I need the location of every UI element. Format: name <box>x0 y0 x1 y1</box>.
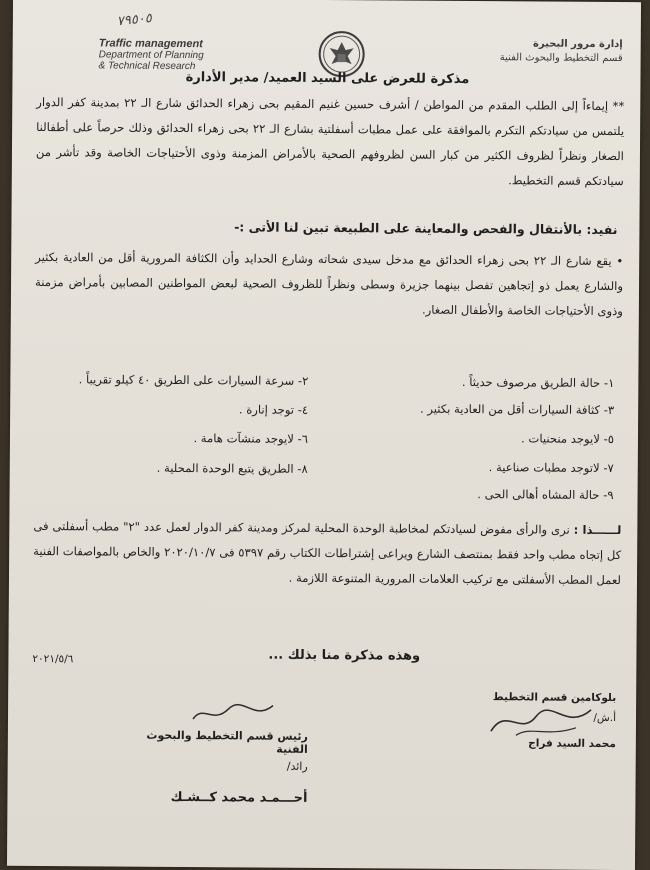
signature-right-name: محمد السيد فراج <box>528 737 616 751</box>
handwritten-number: ٧٩٥٠٥ <box>116 10 153 30</box>
recommendation-text: نرى والرأى مفوض لسيادتكم لمخاطبة الوحدة المحلية لمركز ومدينة كفر الدوار لعمل عدد "٢" مطب أسفلتى فى كل إتجاه مطب واحد فقط بمنتصف الشارع ويراعى إشتراطات الكتاب رقم ٥٣٩٧ فى ٢٠٢٠/١٠/٧ والخاص بالمواصفات الفنية لعمل المطب الأسفلتى مع تركيب العلامات المرورية المتنوعة اللازمة . <box>33 518 622 588</box>
item-3: ٣- كثافة السيارات أقل من العادية بكثير . <box>419 401 615 418</box>
signature-left-name: أحـــمـد محمد كــشـك <box>170 789 308 806</box>
item-5: ٥- لايوجد منحنيات . <box>521 431 615 447</box>
header-en-line-2: Department of Planning <box>98 49 204 62</box>
findings-paragraph <box>35 245 624 324</box>
item-9: ٩- حالة المشاه أهالى الحى . <box>477 487 614 503</box>
closing-text: وهذه مذكرة منا بذلك ... <box>268 647 421 664</box>
header-en-line-1: Traffic management <box>98 37 203 51</box>
header-english <box>99 38 204 72</box>
intro-paragraph <box>36 90 625 194</box>
signature-left-rank: رائد/ <box>286 759 308 773</box>
signature-right-icon <box>486 701 596 742</box>
header-arabic <box>500 37 623 66</box>
document-page <box>7 0 641 870</box>
item-7: ٧- لاتوجد مطبات صناعية . <box>488 460 614 476</box>
recommendation-label: لــــــذا : <box>573 522 622 538</box>
signature-right-title: بلوكامين قسم التخطيط <box>492 691 617 705</box>
findings-text: • يقع شارع الـ ٢٢ بحى زهراء الحدائق مع مدخل سيدى شحاته وشارع الحدايد وأن الكثافة المرورية أقل من العادية بكثير والشارع يعمل ذو إتجاهين تفصل بينهما جزيرة وسطى ونظراً للظروف الصحية لبعض المواطنين المصابين بأمراض مزمنة وذوى الأحتياجات الخاصة والأطفال الصغار. <box>35 249 624 319</box>
header-en-line-3: & Technical Research <box>98 60 196 73</box>
recommendation-paragraph <box>33 514 622 593</box>
item-8: ٨- الطريق يتبع الوحدة المحلية . <box>156 460 308 476</box>
signature-left-icon <box>188 699 278 730</box>
memo-title: مذكرة للعرض على السيد العميد/ مدير الأدارة <box>185 70 470 88</box>
item-4: ٤- توجد إنارة . <box>238 402 309 417</box>
findings-heading: نفيد: بالأنتقال والفحص والمعاينة على الطبيعة تبين لنا الأتى :- <box>234 219 618 238</box>
item-1: ١- حالة الطريق مرصوف حديثاً . <box>461 374 615 391</box>
signature-left-title: رئيس قسم التخطيط والبحوث الفنية <box>146 728 308 756</box>
item-2: ٢- سرعة السيارات على الطريق ٤٠ كيلو تقريباً . <box>78 372 309 388</box>
memo-date: ٢٠٢١/٥/٦ <box>32 652 74 666</box>
signature-block-left <box>127 729 308 806</box>
signature-right-rank: أ.ش/ <box>593 711 617 725</box>
intro-text: ** إيماءاً إلى الطلب المقدم من المواطن / أشرف حسين غنيم المقيم بحى زهراء الحدائق شارع الـ ٢٢ بمدينة كفر الدوار يلتمس من سيادتكم التكرم بالموافقة على عمل مطبات أسفلتية بشارع الـ ٢٢ بحى زهراء الحدائق وذلك حرصاً على أطفالنا الصغار ونظراً لظروف الكثير من كبار السن لظروفهم الصحية بالأمراض المزمنة وذوى الأحتياجات الخاصة وقد تأشر من سيادتكم قسم التخطيط. <box>35 94 625 189</box>
item-6: ٦- لايوجد منشآت هامة . <box>193 431 309 446</box>
header-ar-line-2: قسم التخطيط والبحوث الفنية <box>499 52 623 65</box>
header-ar-line-1: إدارة مرور البحيرة <box>533 38 623 51</box>
